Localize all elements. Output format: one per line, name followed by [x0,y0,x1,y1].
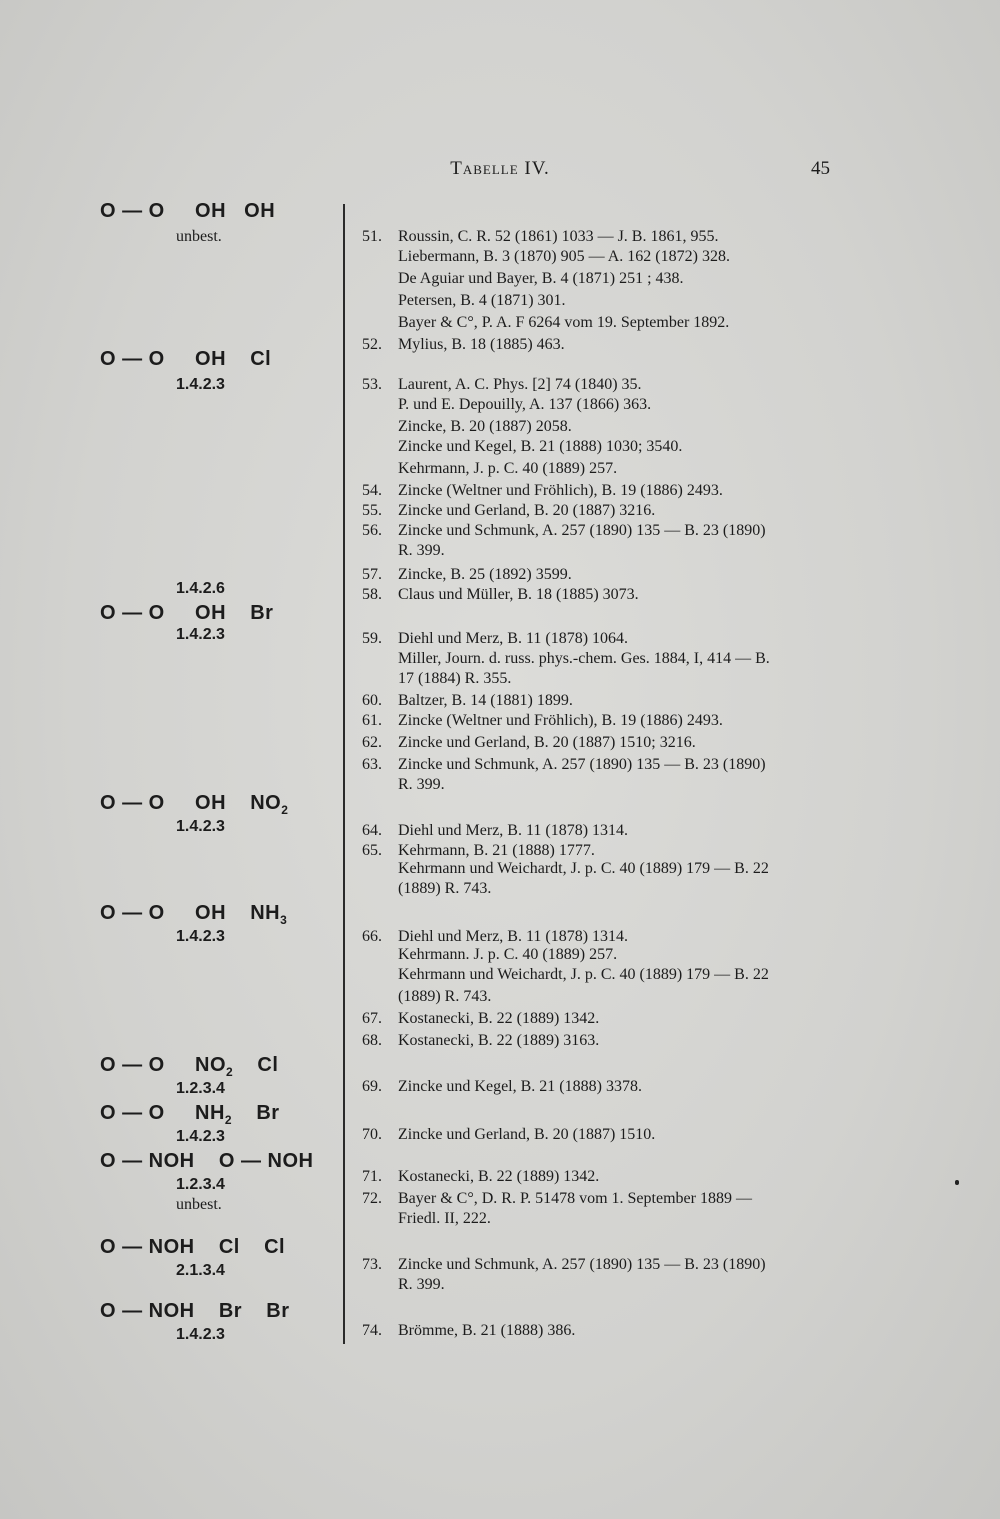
position-label: 1.4.2.6 [176,580,225,597]
reference-entry: Kehrmann. J. p. C. 40 (1889) 257. [398,946,618,963]
reference-entry: 59. Diehl und Merz, B. 11 (1878) 1064. [362,630,629,647]
reference-entry: (1889) R. 743. [398,880,492,897]
reference-entry: 70. Zincke und Gerland, B. 20 (1887) 1510. [362,1126,656,1143]
reference-entry: R. 399. [398,1276,445,1293]
reference-entry: 69. Zincke und Kegel, B. 21 (1888) 3378. [362,1078,642,1095]
position-label: 1.4.2.3 [176,818,225,835]
ink-speck [955,1180,959,1185]
reference-entry: 58. Claus und Müller, B. 18 (1885) 3073. [362,586,639,603]
formula-row: O — O OH Cl [100,348,272,370]
formula-row: O — O OH OH [100,200,276,222]
column-divider [343,204,345,1344]
reference-entry: 72. Bayer & C°, D. R. P. 51478 vom 1. September 1889 — [362,1190,752,1207]
reference-entry: 67. Kostanecki, B. 22 (1889) 1342. [362,1010,600,1027]
position-label: unbest. [176,1196,222,1213]
reference-entry: Petersen, B. 4 (1871) 301. [398,292,566,309]
reference-entry: 55. Zincke und Gerland, B. 20 (1887) 3216. [362,502,656,519]
reference-entry: 61. Zincke (Weltner und Fröhlich), B. 19 (1886) 2493. [362,712,723,729]
reference-entry: 53. Laurent, A. C. Phys. [2] 74 (1840) 35. [362,376,642,393]
formula-row: O — NOH Cl Cl [100,1236,286,1258]
reference-entry: 54. Zincke (Weltner und Fröhlich), B. 19 (1886) 2493. [362,482,723,499]
formula-row: O — NOH Br Br [100,1300,290,1322]
page-number: 45 [811,158,830,179]
reference-entry: Zincke, B. 20 (1887) 2058. [398,418,572,435]
reference-entry: 63. Zincke und Schmunk, A. 257 (1890) 135 — B. 23 (1890) [362,756,766,773]
formula-row: O — O OH $NH_3$ [100,902,288,927]
reference-entry: Friedl. II, 222. [398,1210,491,1227]
reference-entry: R. 399. [398,542,445,559]
reference-entry: 52. Mylius, B. 18 (1885) 463. [362,336,565,353]
reference-entry: 62. Zincke und Gerland, B. 20 (1887) 1510; 3216. [362,734,696,751]
reference-entry: 68. Kostanecki, B. 22 (1889) 3163. [362,1032,600,1049]
position-label: 1.2.3.4 [176,1080,225,1097]
position-label: 2.1.3.4 [176,1262,225,1279]
reference-entry: 64. Diehl und Merz, B. 11 (1878) 1314. [362,822,629,839]
position-label: unbest. [176,228,222,245]
reference-entry: Kehrmann und Weichardt, J. p. C. 40 (1889) 179 — B. 22 [398,966,769,983]
formula-row: O — O OH Br [100,602,274,624]
table-heading: Tabelle IV. [450,158,550,179]
reference-entry: Miller, Journ. d. russ. phys.-chem. Ges. 1884, I, 414 — B. [398,650,770,667]
reference-entry: De Aguiar und Bayer, B. 4 (1871) 251 ; 438. [398,270,684,287]
reference-entry: (1889) R. 743. [398,988,492,1005]
position-label: 1.4.2.3 [176,376,225,393]
reference-entry: 74. Brömme, B. 21 (1888) 386. [362,1322,576,1339]
position-label: 1.2.3.4 [176,1176,225,1193]
reference-entry: Kehrmann und Weichardt, J. p. C. 40 (1889) 179 — B. 22 [398,860,769,877]
reference-entry: 66. Diehl und Merz, B. 11 (1878) 1314. [362,928,629,945]
position-label: 1.4.2.3 [176,928,225,945]
reference-entry: 60. Baltzer, B. 14 (1881) 1899. [362,692,573,709]
reference-entry: 73. Zincke und Schmunk, A. 257 (1890) 135 — B. 23 (1890) [362,1256,766,1273]
formula-row: O — O $NO_2$ Cl [100,1054,279,1079]
reference-entry: P. und E. Depouilly, A. 137 (1866) 363. [398,396,652,413]
position-label: 1.4.2.3 [176,626,225,643]
reference-entry: Kehrmann, J. p. C. 40 (1889) 257. [398,460,618,477]
reference-entry: 51. Roussin, C. R. 52 (1861) 1033 — J. B. 1861, 955. [362,228,719,245]
reference-entry: Bayer & C°, P. A. F 6264 vom 19. September 1892. [398,314,730,331]
reference-entry: 57. Zincke, B. 25 (1892) 3599. [362,566,572,583]
position-label: 1.4.2.3 [176,1326,225,1343]
reference-entry: R. 399. [398,776,445,793]
position-label: 1.4.2.3 [176,1128,225,1145]
reference-entry: 71. Kostanecki, B. 22 (1889) 1342. [362,1168,600,1185]
formula-row: O — O $NH_2$ Br [100,1102,280,1127]
reference-entry: 65. Kehrmann, B. 21 (1888) 1777. [362,842,595,859]
reference-entry: Zincke und Kegel, B. 21 (1888) 1030; 3540. [398,438,683,455]
reference-entry: 56. Zincke und Schmunk, A. 257 (1890) 135 — B. 23 (1890) [362,522,766,539]
reference-entry: Liebermann, B. 3 (1870) 905 — A. 162 (1872) 328. [398,248,730,265]
reference-entry: 17 (1884) R. 355. [398,670,512,687]
formula-row: O — O OH $NO_2$ [100,792,289,817]
formula-row: O — NOH O — NOH [100,1150,314,1172]
